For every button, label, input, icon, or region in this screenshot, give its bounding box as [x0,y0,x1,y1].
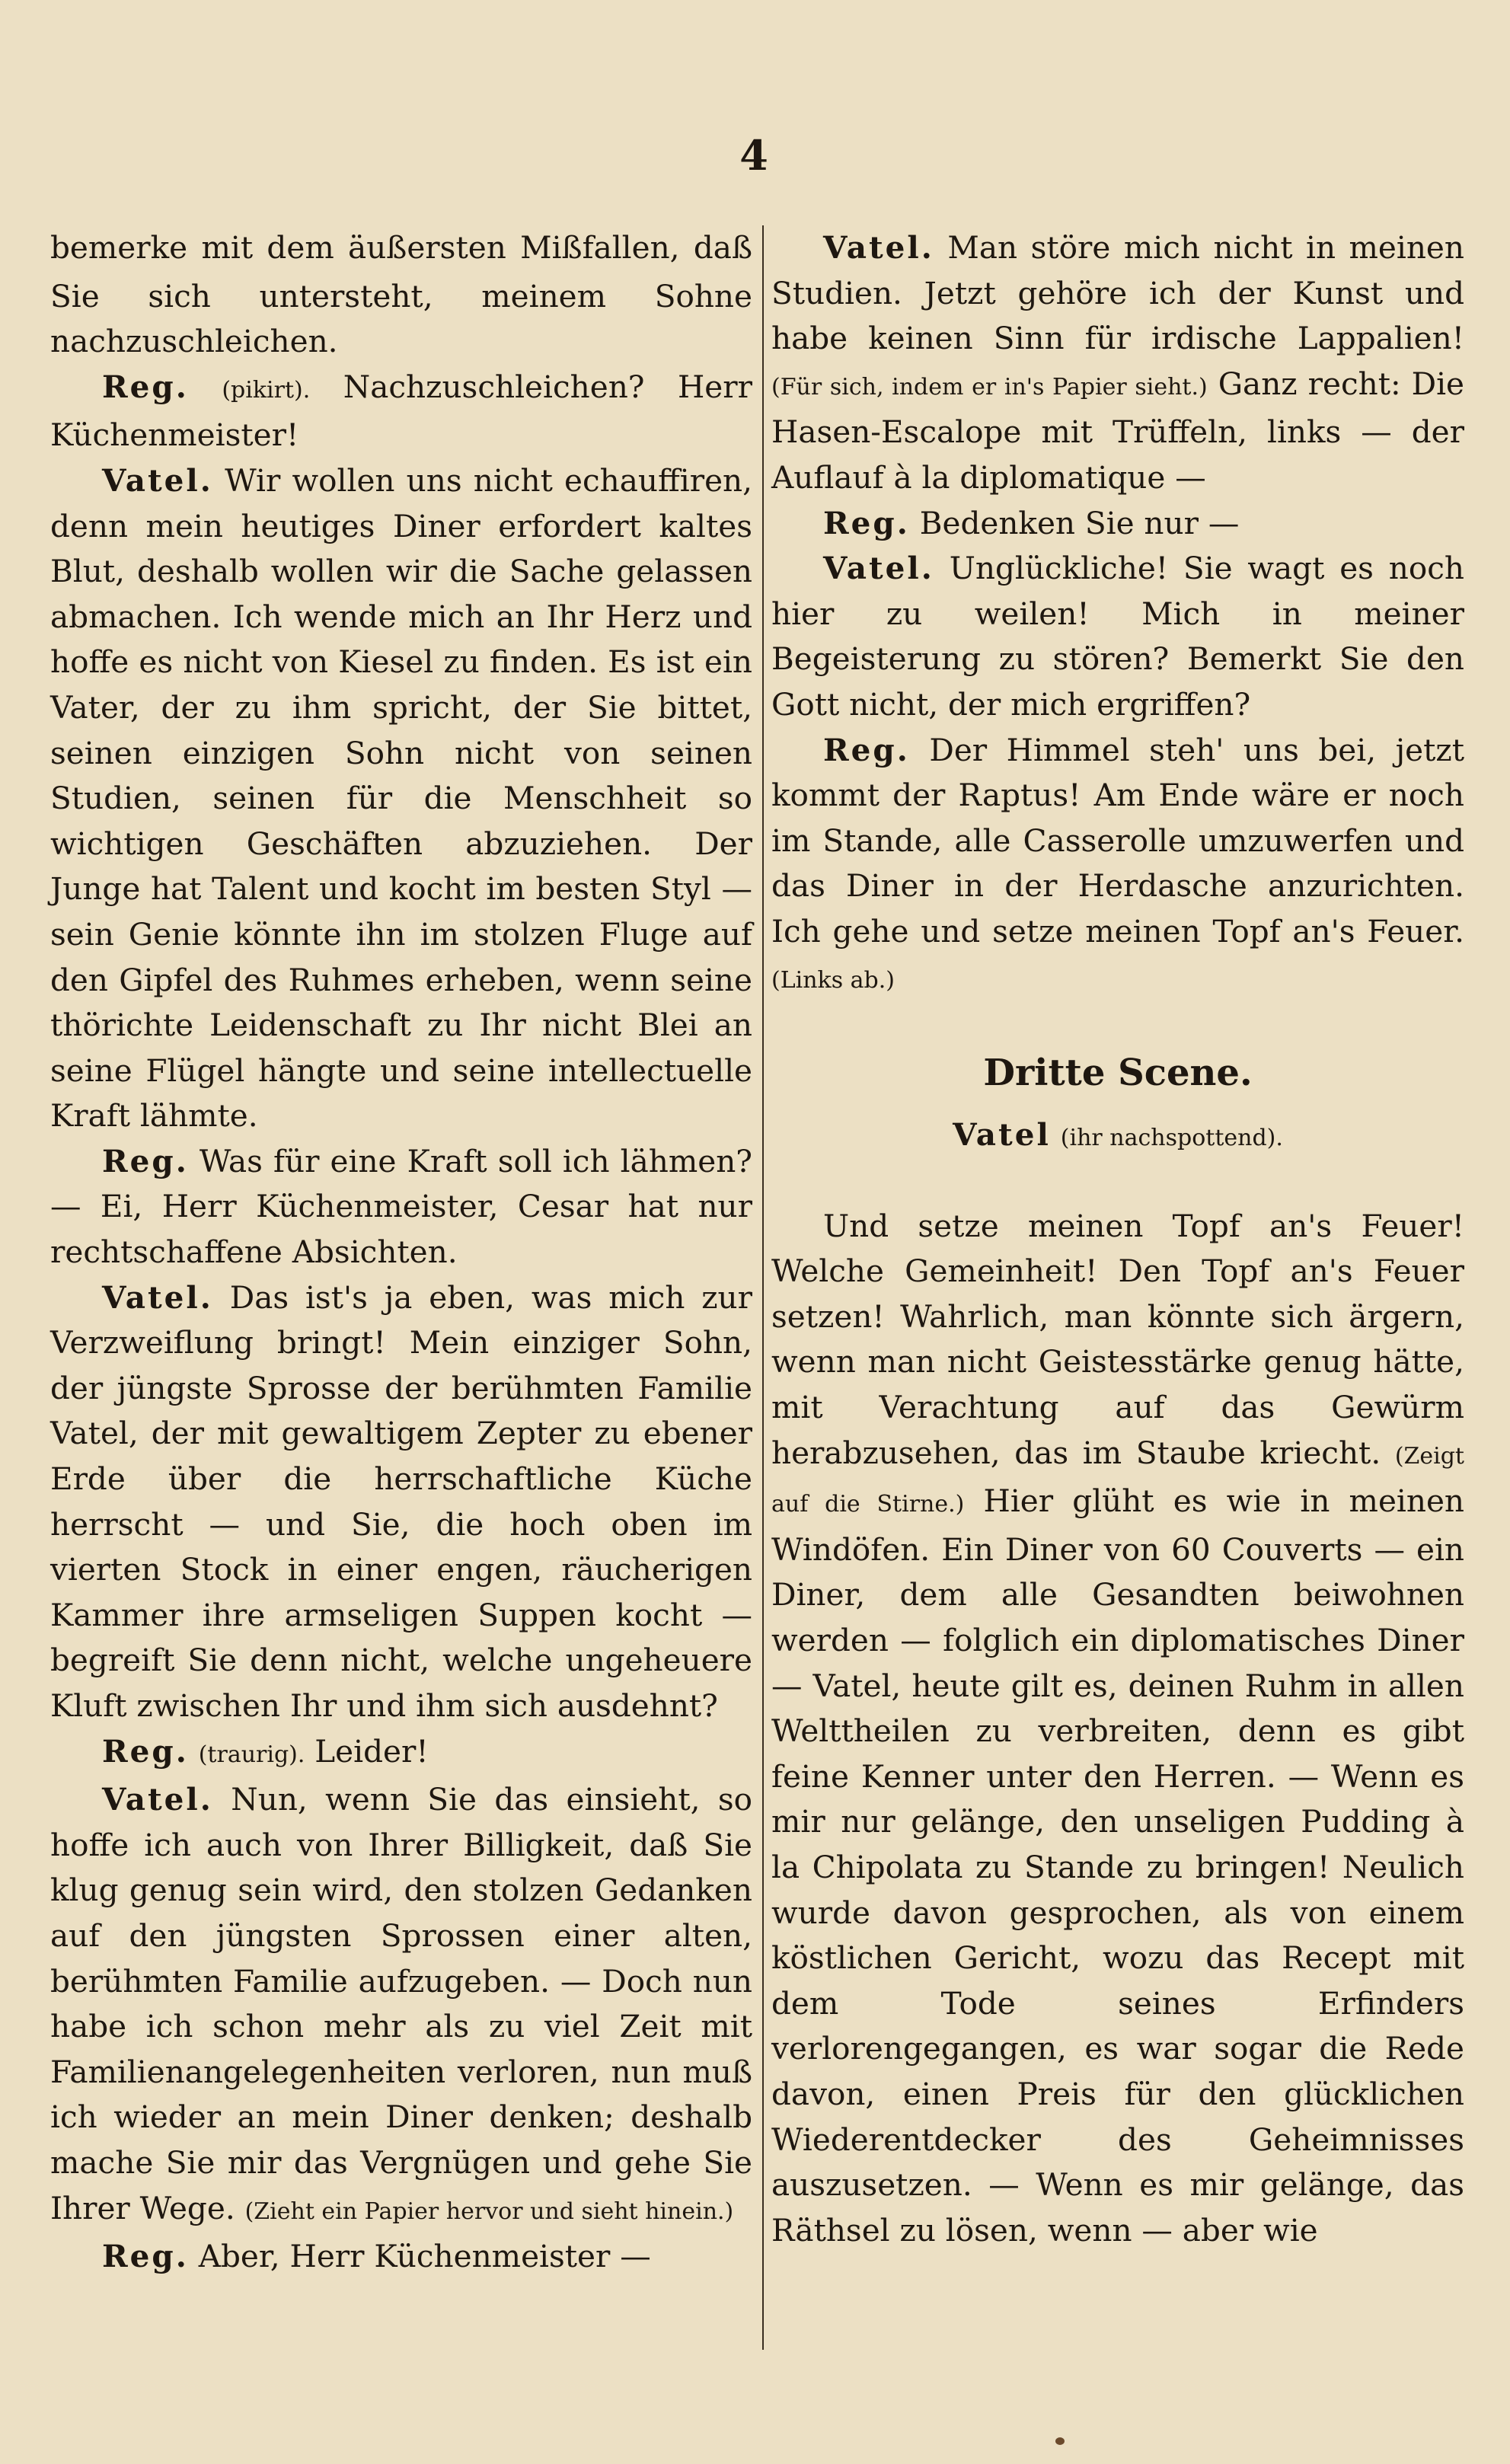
dialogue-paragraph [50,1139,752,1275]
stage-direction: (ihr nachspottend). [1060,1125,1283,1152]
stage-direction: (pikirt). [222,376,311,404]
monologue-text-continued: Hier glüht es wie in meinen Windöfen. Ein Diner von 60 Couverts — ein Diner, dem alle Gesandten beiwohnen werden — folglich ein diplomatisches Diner — Vatel, heute gilt es, deinen Ruhm in allen Welttheilen zu verbreiten, denn es gibt feine Kenner unter den Herren. — Wenn es mir nur gelänge, den unseligen Pudding à la Chipolata zu Stande zu bringen! Neulich wurde davon gesprochen, als von einem köstlichen Gericht, wozu das Recept mit dem Tode seines Erfinders verlorengegangen, es war sogar die Rede davon, einen Preis für den glücklichen Wiederentdecker des Geheimnisses auszusetzen. — Wenn es mir gelänge, das Räthsel zu lösen, wenn — aber wie [771,1483,1465,2249]
speaker-name: Reg. [102,368,189,405]
left-column [50,225,752,2280]
stage-direction: (Links ab.) [771,966,895,994]
column-divider [762,225,764,2350]
speaker-name: Reg. [102,2238,189,2275]
speaker-name: Reg. [823,504,910,541]
dialogue-paragraph [771,546,1464,727]
dialogue-text: Das ist's ja eben, was mich zur Verzweiflung bringt! Mein einziger Sohn, der jüngste Sprosse der berühmten Familie Vatel, der mit gewaltigem Zepter zu ebener Erde über die herrschaftliche Küche herrscht — und Sie, die hoch oben im vierten Stock in einer engen, räucherigen Kammer ihre armseligen Suppen kocht — begreift Sie denn nicht, welche ungeheuere Kluft zwischen Ihr und ihm sich ausdehnt? [50,1278,752,1724]
monologue-text: Und setze meinen Topf an's Feuer! Welche Gemeinheit! Den Topf an's Feuer setzen! Wahrlich, man könnte sich ärgern, wenn man nicht Geistesstärke genug hätte, mit Verachtung auf das Gewürm herabzusehen, das im Staube kriecht. [771,1207,1464,1471]
speaker-name: Reg. [102,1142,189,1179]
dialogue-text: Der Himmel steh' uns bei, jetzt kommt der Raptus! Am Ende wäre er noch im Stande, alle Casserolle umzuwerfen und das Diner in der Herdasche anzurichten. Ich gehe und setze meinen Topf an's Feuer. [771,731,1465,950]
dialogue-paragraph [771,501,1464,547]
dialogue-text: Was für eine Kraft soll ich lähmen? — Ei, Herr Küchenmeister, Cesar hat nur rechtschaffene Absichten. [50,1142,752,1271]
page-number: 4 [739,131,768,180]
speaker-name: Vatel. [102,1278,213,1316]
scene-character: Vatel [953,1116,1051,1154]
dialogue-text: Leider! [314,1732,429,1770]
dialogue-text: Nachzuschleichen? Herr Küchenmeister! [50,368,752,454]
dialogue-paragraph [50,2234,752,2280]
dialogue-text: Unglückliche! Sie wagt es noch hier zu weilen! Mich in meiner Begeisterung zu stören? Bemerkt Sie den Gott nicht, der mich ergriffen? [771,550,1464,723]
speaker-name: Vatel. [823,229,934,266]
dialogue-paragraph [50,1275,752,1729]
stage-direction: (Für sich, indem er in's Papier sieht.) [771,373,1208,401]
speaker-name: Reg. [102,1732,189,1770]
dialogue-paragraph [50,458,752,1139]
dialogue-paragraph [50,1729,752,1778]
dialogue-text: bemerke mit dem äußersten Mißfallen, daß Sie sich untersteht, meinem Sohne nachzuschleichen. [50,229,752,360]
dialogue-text: Man störe mich nicht in meinen Studien. Jetzt gehöre ich der Kunst und habe keinen Sinn für irdische Lappalien! [771,229,1464,357]
scene-cast [771,1112,1464,1161]
speaker-name: Vatel. [102,461,213,499]
stage-direction: (Zeigt auf die Stirne.) [771,1442,1464,1518]
stage-direction: (traurig). [198,1741,305,1768]
dialogue-text-continued: Ganz recht: Die Hasen-Escalope mit Trüffeln, links — der Auflauf à la diplomatique — [771,365,1465,496]
dialogue-text: Aber, Herr Küchenmeister — [198,2238,651,2275]
speaker-name: Vatel. [823,550,934,587]
stage-direction: (Zieht ein Papier hervor und sieht hinein.) [244,2197,734,2225]
dialogue-text: Bedenken Sie nur — [919,504,1240,541]
dialogue-text: Nun, wenn Sie das einsieht, so hoffe ich auch von Ihrer Billigkeit, daß Sie klug genug sein wird, den stolzen Gedanken auf den jüngsten Sprossen einer alten, berühmten Familie aufzugeben. — Doch nun habe ich schon mehr als zu viel Zeit mit Familienangelegenheiten verloren, nun muß ich wieder an mein Diner denken; deshalb mache Sie mir das Vergnügen und gehe Sie Ihrer Wege. [50,1781,753,2226]
scene-title: Dritte Scene. [983,1052,1253,1095]
dialogue-text: Wir wollen uns nicht echauffiren, denn mein heutiges Diner erfordert kaltes Blut, deshalb wollen wir die Sache gelassen abmachen. Ich wende mich an Ihr Herz und hoffe es nicht von Kiesel zu finden. Es ist ein Vater, der zu ihm spricht, der Sie bittet, seinen einzigen Sohn nicht von seinen Studien, seinen für die Menschheit so wichtigen Geschäften abzuziehen. Der Junge hat Talent und kocht im besten Styl — sein Genie könnte ihn im stolzen Fluge auf den Gipfel des Ruhmes erheben, wenn seine thörichte Leidenschaft zu Ihr nicht Blei an seine Flügel hängte und seine intellectuelle Kraft lähmte. [50,461,753,1135]
dialogue-paragraph [50,1777,752,2234]
monologue-paragraph [771,1204,1464,2254]
right-column [771,225,1464,2253]
speaker-name: Reg. [823,731,910,768]
dialogue-paragraph [50,365,752,458]
speaker-name: Vatel. [102,1781,213,1818]
paper-spot [1055,2437,1065,2445]
dialogue-paragraph [771,225,1464,501]
dialogue-paragraph [771,728,1464,1004]
text-paragraph [50,225,752,365]
